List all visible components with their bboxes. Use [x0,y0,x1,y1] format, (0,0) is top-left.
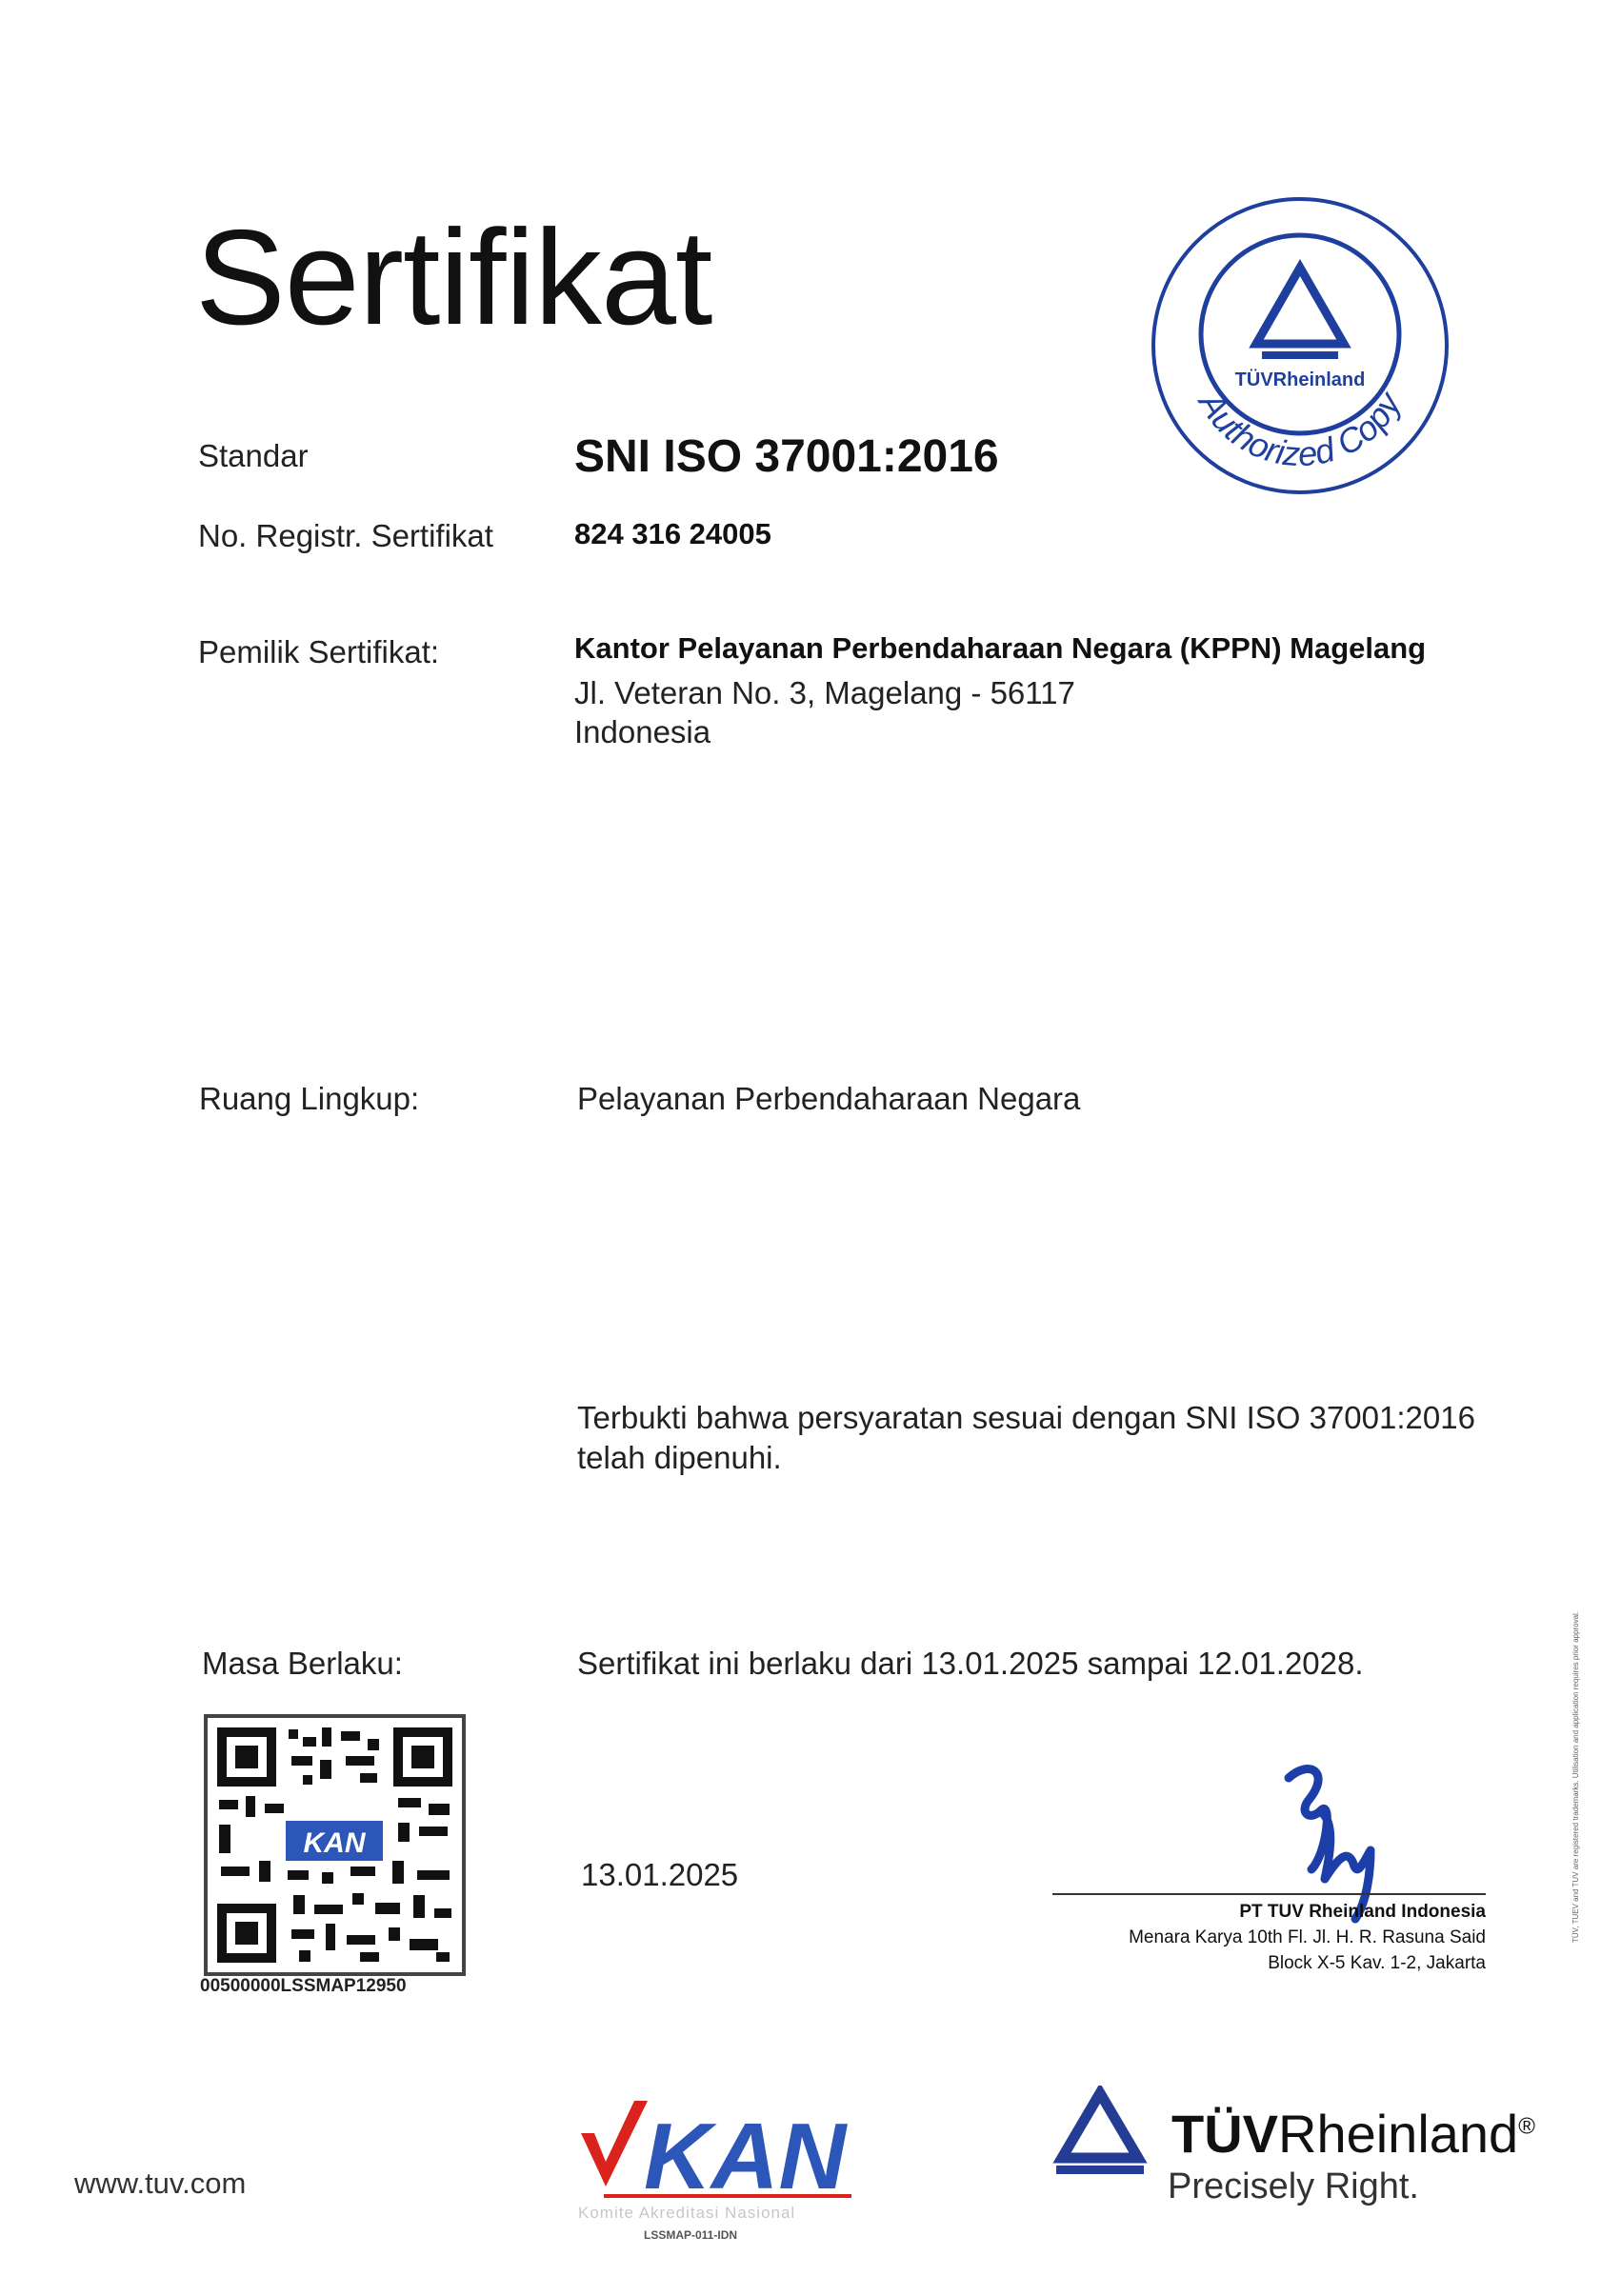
stamp-brand: TÜVRheinland [1234,369,1366,390]
certificate-title: Sertifikat [195,202,712,353]
issuer-name: PT TUV Rheinland Indonesia [1239,1902,1486,1922]
registration-value: 824 316 24005 [574,517,771,550]
tuv-wordmark [1171,2103,1535,2165]
tuv-triangle-icon [1256,268,1344,359]
owner-country: Indonesia [574,714,711,749]
registration-label: No. Registr. Sertifikat [198,518,493,553]
scope-label: Ruang Lingkup: [199,1081,420,1116]
issuer-address-line1: Menara Karya 10th Fl. Jl. H. R. Rasuna Said [1129,1927,1486,1947]
kan-accreditation-code: LSSMAP-011-IDN [644,2228,738,2242]
owner-name: Kantor Pelayanan Perbendaharaan Negara (KPPN) Magelang [574,631,1427,665]
signature-line [1052,1893,1486,1895]
kan-check-icon [581,2101,648,2186]
issuer-block [1010,1899,1486,1976]
issue-date: 13.01.2025 [581,1857,739,1892]
trademark-note: TÜV, TUEV and TUV are registered trademarks. Utilisation and application requires prior approval. [1571,1610,1580,1943]
qr-caption: 00500000LSSMAP12950 [200,1976,407,1996]
stamp-authorized-text: Authorized Copy [1191,385,1409,474]
standard-label: Standar [198,438,309,473]
qr-code [204,1714,466,1976]
issuer-address-line2: Block X-5 Kav. 1-2, Jakarta [1268,1953,1486,1973]
tuv-wordmark-bold: TÜV [1171,2104,1278,2164]
kan-full-name: Komite Akreditasi Nasional [578,2204,796,2222]
proof-statement-line1: Terbukti bahwa persyaratan sesuai dengan SNI ISO 37001:2016 [577,1400,1475,1435]
proof-statement-line2: telah dipenuhi. [577,1440,782,1475]
validity-label: Masa Berlaku: [202,1646,403,1681]
qr-code-icon [208,1718,462,1972]
registered-mark: ® [1518,2113,1535,2140]
owner-address: Jl. Veteran No. 3, Magelang - 56117 [574,675,1075,710]
kan-logo [575,2095,851,2205]
tuv-triangle-logo-icon [1052,2086,1148,2176]
website-link[interactable]: www.tuv.com [74,2166,247,2200]
tuv-tagline: Precisely Right. [1168,2166,1419,2206]
tuv-wordmark-rest: Rheinland [1278,2104,1519,2164]
validity-value: Sertifikat ini berlaku dari 13.01.2025 sampai 12.01.2028. [577,1646,1364,1681]
scope-value: Pelayanan Perbendaharaan Negara [577,1081,1081,1116]
authorized-copy-stamp [1148,193,1452,498]
owner-label: Pemilik Sertifikat: [198,634,440,669]
standard-value: SNI ISO 37001:2016 [574,431,999,482]
qr-kan-badge: KAN [303,1827,366,1859]
kan-wordmark: KAN [644,2104,847,2205]
